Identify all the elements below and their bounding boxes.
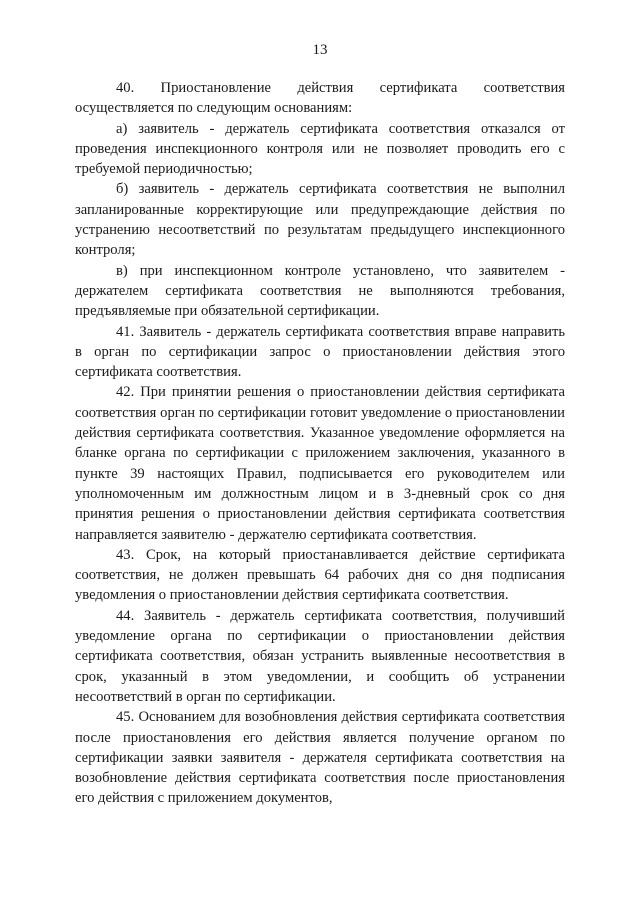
clause-40-item-c: в) при инспекционном контроле установлено, что заявителем - держателем сертификата соответствия не выполняются требования, предъявляемые при обязательной сертификации.	[75, 262, 565, 320]
clause-45: 45. Основанием для возобновления действия сертификата соответствия после приостановления его действия является получение органом по сертификации заявки заявителя - держателя сертификата соответствия на возобновление действия сертификата соответствия после приостановления его действия с приложением документов,	[75, 709, 565, 807]
page-number: 13	[312, 42, 328, 58]
clause-41: 41. Заявитель - держатель сертификата соответствия вправе направить в орган по сертификации запрос о приостановлении действия этого сертификата соответствия.	[75, 323, 565, 381]
clause-40-item-a: а) заявитель - держатель сертификата соответствия отказался от проведения инспекционного контроля или не позволяет проводить его с требуемой периодичностью;	[75, 120, 565, 178]
clause-44: 44. Заявитель - держатель сертификата соответствия, получивший уведомление органа по сертификации о приостановлении действия сертификата соответствия, обязан устранить выявленные несоответствия в срок, указанный в этом уведомлении, и сообщить об устранении несоответствий в орган по сертификации.	[75, 607, 565, 705]
clause-40: 40. Приостановление действия сертификата соответствия осуществляется по следующим основаниям:	[75, 80, 565, 117]
clause-43: 43. Срок, на который приостанавливается действие сертификата соответствия, не должен превышать 64 рабочих дня со дня подписания уведомления о приостановлении действия сертификата соответствия.	[75, 546, 565, 604]
clause-40-item-b: б) заявитель - держатель сертификата соответствия не выполнил запланированные корректирующие или предупреждающие действия по устранению несоответствий по результатам предыдущего инспекционного контроля;	[75, 181, 565, 259]
clause-42: 42. При принятии решения о приостановлении действия сертификата соответствия орган по сертификации готовит уведомление о приостановлении действия сертификата соответствия. Указанное уведомление оформляется на бланке органа по сертификации с приложением заключения, указанного в пункте 39 настоящих Правил, подписывается его руководителем или уполномоченным им должностным лицом и в 3-дневный срок со дня принятия решения о приостановлении действия сертификата соответствия направляется заявителю - держателю сертификата соответствия.	[75, 384, 565, 543]
document-body	[75, 78, 565, 809]
